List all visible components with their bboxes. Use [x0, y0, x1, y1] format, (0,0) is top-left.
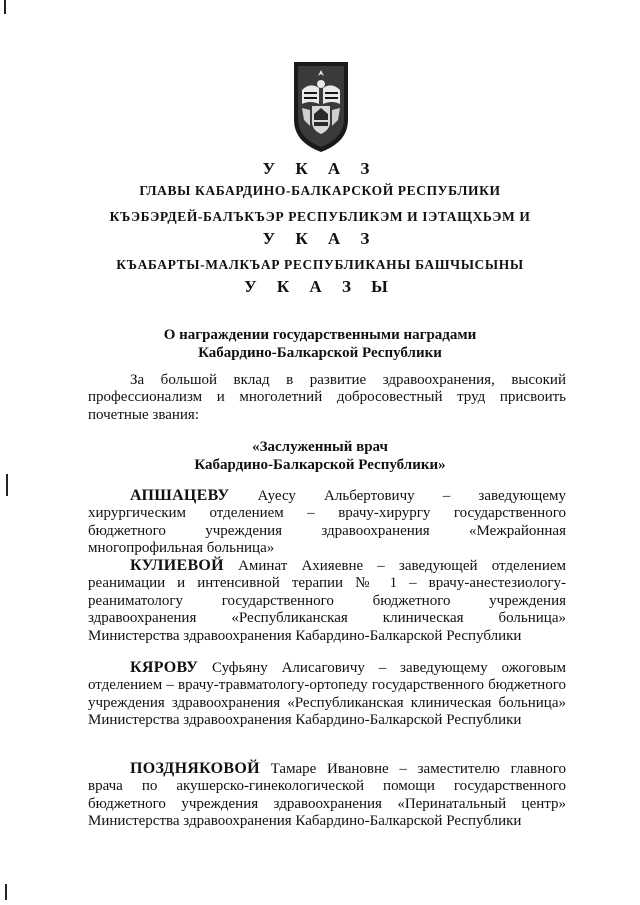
scan-margin-mark [5, 884, 7, 900]
decree-title-ukaz: У К А З [262, 159, 378, 178]
decree-subject-line-2: Кабардино-Балкарской Республики [198, 345, 442, 361]
honor-title-line-1: «Заслуженный врач [252, 439, 388, 455]
decree-issuer-kabardian: КЪЭБЭРДЕЙ-БАЛЪКЪЭР РЕСПУБЛИКЭМ И ІЭТАЩХЬЭМ И [109, 209, 531, 224]
award-recipient-details: Тамаре Ивановне – заместителю главного врача по акушерско-гинекологической помощи государственного бюджетного учреждения здравоохранения «Перинатальный центр» Министерства здравоохранения Кабардино-Балкарской Республики [88, 761, 567, 830]
decree-subject-line-1: О награждении государственными наградами [163, 327, 477, 343]
honor-title-line-2: Кабардино-Балкарской Республики» [194, 457, 446, 473]
decree-subject [0, 326, 640, 362]
honor-title [0, 438, 640, 474]
decree-title-ukaz-balkar: У К А З Ы [244, 277, 396, 296]
award-recipient-details: Аминат Ахияевне – заведующей отделением реанимации и интенсивной терапии № 1 – врачу-анестезиологу-реаниматологу государственного бюджетного учреждения здравоохранения «Республиканская клиническая больница» Министерства здравоохранения Кабардино-Балкарской Республики [88, 558, 566, 644]
coat-of-arms-emblem-icon [290, 60, 352, 154]
decree-title-ukaz-kabardian: У К А З [262, 229, 378, 248]
decree-issuer-ru: ГЛАВЫ КАБАРДИНО-БАЛКАРСКОЙ РЕСПУБЛИКИ [139, 183, 501, 198]
award-entry [88, 557, 566, 645]
decree-title-block [0, 158, 640, 298]
award-entry [88, 760, 566, 831]
decree-issuer-balkar: КЪАБАРТЫ-МАЛКЪАР РЕСПУБЛИКАНЫ БАШЧЫСЫНЫ [116, 257, 524, 272]
award-recipient-surname: ПОЗДНЯКОВОЙ [130, 760, 260, 777]
award-recipient-details: Ауесу Альбертовичу – заведующему хирургическим отделением – врачу-хирургу государственного бюджетного учреждения здравоохранения «Межрайонная многопрофильная больница» [88, 488, 566, 557]
decree-intro-text: За большой вклад в развитие здравоохранения, высокий профессионализм и многолетний добросовестный труд присвоить почетные звания: [88, 372, 566, 423]
scan-margin-mark [6, 474, 8, 496]
award-entry [88, 487, 566, 558]
award-recipient-surname: КУЛИЕВОЙ [130, 557, 224, 574]
award-recipient-surname: КЯРОВУ [130, 659, 199, 676]
award-recipient-surname: АПШАЦЕВУ [130, 487, 230, 504]
decree-intro-paragraph [88, 372, 566, 424]
award-entry [88, 659, 566, 730]
scan-margin-mark [4, 0, 6, 14]
award-recipient-details: Суфьяну Алисаговичу – заведующему ожоговым отделением – врачу-травматологу-ортопеду государственного бюджетного учреждения здравоохранения «Республиканская клиническая больница» Министерства здравоохранения Кабардино-Балкарской Республики [88, 660, 566, 729]
